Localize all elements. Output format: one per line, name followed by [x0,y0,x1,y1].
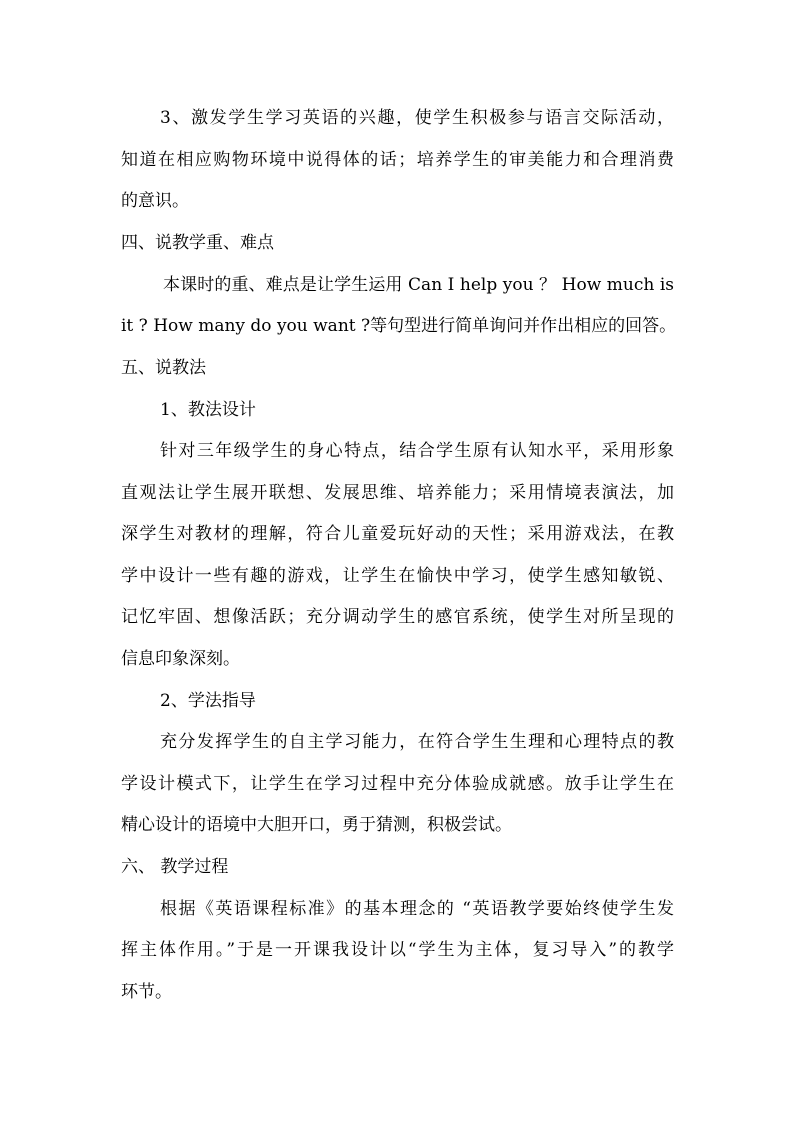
text-line: 直观法让学生展开联想、发展思维、培养能力；采用情境表演法，加 [121,483,674,503]
section-heading: 五、说教法 [121,358,206,378]
text-line: 根据《英语课程标准》的基本理念的 “英语教学要始终使学生发 [160,899,674,919]
section-heading: 四、说教学重、难点 [121,233,274,253]
text-line: 深学生对教材的理解，符合儿童爱玩好动的天性；采用游戏法，在教 [121,524,674,544]
text-line: 的意识。 [121,191,189,211]
subsection-heading: 2、学法指导 [160,691,256,711]
text-line: 学中设计一些有趣的游戏，让学生在愉快中学习，使学生感知敏锐、 [121,566,674,586]
text-line: 环节。 [121,982,172,1002]
subsection-heading: 1、教法设计 [160,400,256,420]
text-line: 针对三年级学生的身心特点，结合学生原有认知水平，采用形象 [160,441,674,461]
text-line: 精心设计的语境中大胆开口，勇于猜测，积极尝试。 [121,815,512,835]
text-line: 学设计模式下，让学生在学习过程中充分体验成就感。放手让学生在 [121,774,674,794]
text-line: it ? How many do you want ?等句型进行简单询问并作出相应的回答。 [121,316,677,336]
text-line: 3、激发学生学习英语的兴趣，使学生积极参与语言交际活动， [160,108,674,128]
text-line: 记忆牢固、想像活跃；充分调动学生的感官系统，使学生对所呈现的 [121,607,674,627]
text-line: 充分发挥学生的自主学习能力，在符合学生生理和心理特点的教 [160,732,674,752]
section-heading: 六、 教学过程 [121,857,229,877]
text-line: 信息印象深刻。 [121,649,240,669]
text-line: 本课时的重、难点是让学生运用 Can I help you ？ How much is [163,275,674,295]
text-line: 知道在相应购物环境中说得体的话；培养学生的审美能力和合理消费 [121,150,674,170]
text-line: 挥主体作用。”于是一开课我设计以“学生为主体，复习导入”的教学 [121,940,674,960]
